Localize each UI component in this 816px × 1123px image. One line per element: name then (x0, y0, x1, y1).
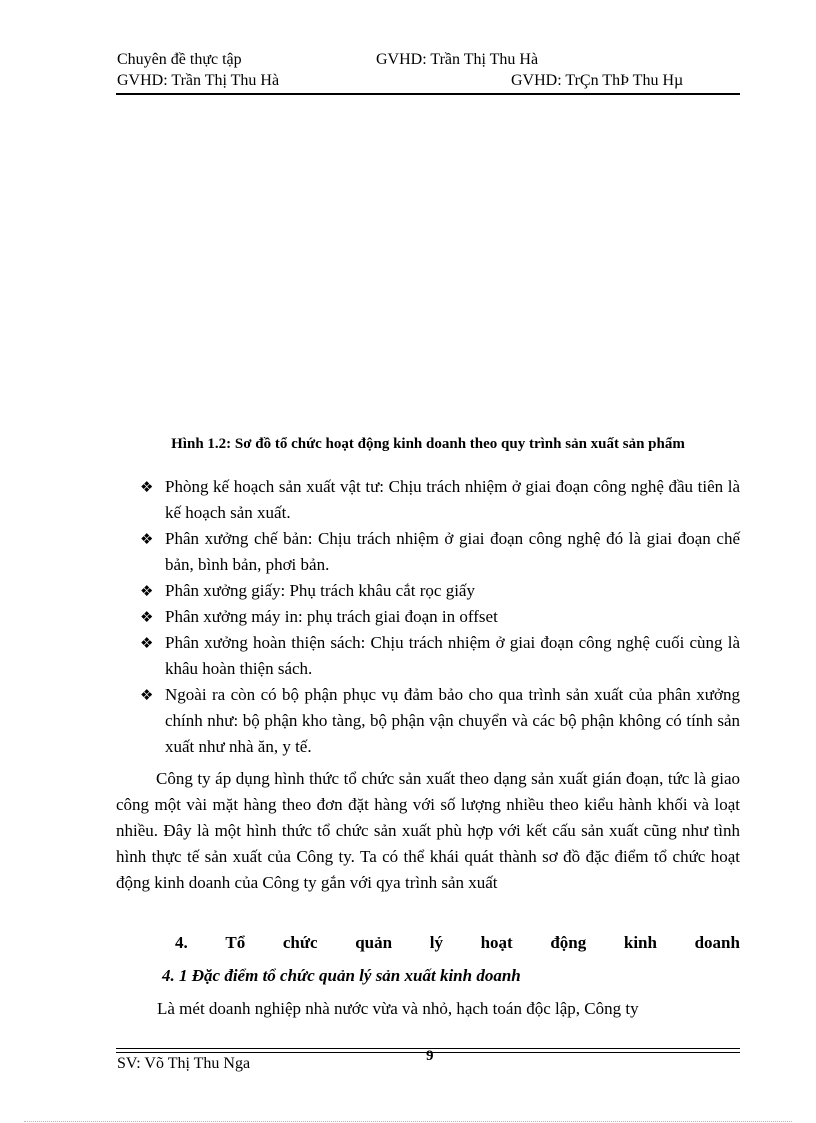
section-heading-word: hoạt (480, 933, 513, 952)
list-item (140, 630, 740, 682)
page-number: 9 (426, 1048, 434, 1064)
diamond-bullet-icon: ❖ (140, 582, 154, 600)
list-item-text: Phòng kế hoạch sản xuất vật tư: Chịu trách nhiệm ở giai đoạn công nghệ đầu tiên là kế hoạch sản xuất. (165, 477, 740, 522)
section-heading-word: quản (355, 933, 393, 952)
list-item (140, 682, 740, 760)
list-item-text: Phân xưởng máy in: phụ trách giai đoạn in offset (165, 607, 498, 626)
list-item-text: Phân xưởng chế bản: Chịu trách nhiệm ở giai đoạn công nghệ đó là giai đoạn chế bản, bình bản, phơi bản. (165, 529, 740, 574)
bullet-list (140, 474, 740, 760)
list-item (140, 526, 740, 578)
list-item (140, 578, 740, 604)
figure-caption: Hình 1.2: Sơ đồ tổ chức hoạt động kinh doanh theo quy trình sản xuất sản phẩm (171, 436, 685, 452)
list-item-text: Phân xưởng hoàn thiện sách: Chịu trách nhiệm ở giai đoạn công nghệ cuối cùng là khâu hoàn thiện sách. (165, 633, 740, 678)
header-supervisor-garbled: GVHD: TrÇn ThÞ Thu Hµ (511, 72, 684, 89)
list-item (140, 604, 740, 630)
list-item-text: Phân xưởng giấy: Phụ trách khâu cắt rọc giấy (165, 581, 475, 600)
diamond-bullet-icon: ❖ (140, 530, 154, 548)
list-item (140, 474, 740, 526)
diamond-bullet-icon: ❖ (140, 686, 154, 704)
body-paragraph: Công ty áp dụng hình thức tổ chức sản xuất theo dạng sản xuất gián đoạn, tức là giao công một vài mặt hàng theo đơn đặt hàng với số lượng nhiều theo kiểu hành khối và loạt nhiều. Đây là một hình thức tổ chức sản xuất phù hợp với kết cấu sản xuất cũng như tình hình thực tế sản xuất của Công ty. Ta có thể khái quát thành sơ đồ đặc điểm tổ chức hoạt động kinh doanh của Công ty gắn với qya trình sản xuất (116, 769, 740, 892)
header-rule (116, 93, 740, 95)
body-last-line: Là mét doanh nghiệp nhà nước vừa và nhỏ, hạch toán độc lập, Công ty (157, 999, 639, 1018)
header-supervisor-left: GVHD: Trần Thị Thu Hà (117, 72, 280, 89)
section-heading-word: 4. (175, 933, 188, 952)
diamond-bullet-icon: ❖ (140, 634, 154, 652)
section-heading-word: chức (282, 933, 318, 952)
section-heading-word: kinh (623, 933, 657, 952)
footer-student: SV: Võ Thị Thu Nga (117, 1055, 251, 1072)
header-supervisor: GVHD: Trần Thị Thu Hà (376, 51, 539, 68)
section-heading (175, 930, 740, 956)
page-bottom-divider (24, 1121, 792, 1122)
section-heading-word: động (550, 933, 587, 952)
diamond-bullet-icon: ❖ (140, 608, 154, 626)
section-heading-word: doanh (694, 933, 740, 952)
section-heading-word: Tổ (225, 933, 246, 952)
list-item-text: Ngoài ra còn có bộ phận phục vụ đảm bảo cho qua trình sản xuất của phân xưởng chính như: bộ phận kho tàng, bộ phận vận chuyển và các bộ phận không có tính sản xuất như nhà ăn, y tế. (165, 685, 740, 756)
diamond-bullet-icon: ❖ (140, 478, 154, 496)
section-heading-word: lý (429, 933, 443, 952)
header-course-title: Chuyên đề thực tập (117, 51, 242, 68)
subsection-heading: 4. 1 Đặc điểm tổ chức quản lý sản xuất kinh doanh (162, 966, 521, 985)
